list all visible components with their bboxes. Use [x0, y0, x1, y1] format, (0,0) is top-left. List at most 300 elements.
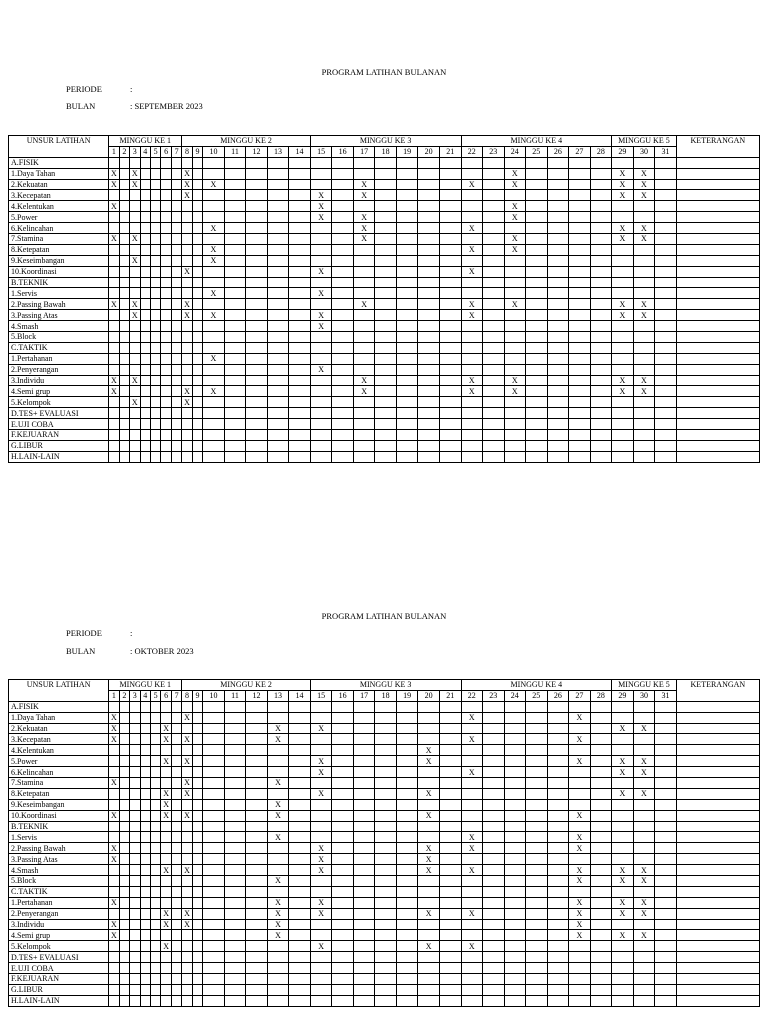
empty-cell	[140, 974, 150, 985]
empty-cell	[119, 974, 129, 985]
empty-cell	[504, 321, 526, 332]
empty-cell	[332, 266, 354, 277]
empty-cell	[150, 876, 160, 887]
empty-cell	[140, 299, 150, 310]
empty-cell	[310, 386, 332, 397]
empty-cell	[224, 756, 246, 767]
table-row	[9, 886, 760, 897]
empty-cell	[504, 756, 526, 767]
empty-cell	[130, 886, 140, 897]
empty-cell	[483, 941, 505, 952]
periode-line	[66, 628, 132, 638]
empty-cell	[130, 321, 140, 332]
empty-cell	[171, 865, 182, 876]
empty-cell	[246, 843, 268, 854]
empty-cell	[375, 190, 397, 201]
empty-cell	[119, 854, 129, 865]
empty-cell	[439, 930, 461, 941]
empty-cell	[590, 865, 612, 876]
empty-cell	[439, 299, 461, 310]
empty-cell	[182, 723, 192, 734]
empty-cell	[150, 201, 160, 212]
empty-cell	[140, 179, 150, 190]
day-number: 17	[353, 690, 375, 701]
empty-cell	[655, 332, 677, 343]
empty-cell	[569, 342, 591, 353]
empty-cell	[353, 832, 375, 843]
training-mark: X	[612, 897, 634, 908]
empty-cell	[150, 984, 160, 995]
keterangan-cell	[676, 440, 759, 451]
empty-cell	[439, 897, 461, 908]
empty-cell	[439, 451, 461, 462]
keterangan-cell	[676, 419, 759, 430]
empty-cell	[590, 353, 612, 364]
empty-cell	[655, 255, 677, 266]
table-row	[9, 821, 760, 832]
empty-cell	[633, 408, 655, 419]
empty-cell	[547, 212, 569, 223]
day-number: 3	[130, 146, 140, 157]
empty-cell	[633, 919, 655, 930]
empty-cell	[439, 244, 461, 255]
empty-cell	[504, 430, 526, 441]
empty-cell	[375, 897, 397, 908]
table-row	[9, 930, 760, 941]
empty-cell	[375, 701, 397, 712]
empty-cell	[267, 821, 289, 832]
empty-cell	[140, 886, 150, 897]
training-mark: X	[109, 179, 119, 190]
empty-cell	[590, 821, 612, 832]
empty-cell	[140, 854, 150, 865]
empty-cell	[130, 212, 140, 223]
empty-cell	[140, 397, 150, 408]
empty-cell	[461, 854, 483, 865]
empty-cell	[396, 963, 418, 974]
header-row-weeks	[9, 136, 760, 147]
day-number: 25	[526, 690, 548, 701]
empty-cell	[504, 876, 526, 887]
empty-cell	[504, 701, 526, 712]
table-row	[9, 168, 760, 179]
empty-cell	[150, 288, 160, 299]
empty-cell	[182, 876, 192, 887]
empty-cell	[171, 832, 182, 843]
empty-cell	[119, 168, 129, 179]
empty-cell	[171, 397, 182, 408]
empty-cell	[569, 778, 591, 789]
empty-cell	[119, 223, 129, 234]
empty-cell	[526, 375, 548, 386]
empty-cell	[171, 908, 182, 919]
empty-cell	[418, 886, 440, 897]
empty-cell	[418, 157, 440, 168]
empty-cell	[171, 353, 182, 364]
empty-cell	[310, 179, 332, 190]
empty-cell	[140, 876, 150, 887]
day-number: 15	[310, 146, 332, 157]
empty-cell	[633, 353, 655, 364]
empty-cell	[547, 865, 569, 876]
keterangan-cell	[676, 342, 759, 353]
empty-cell	[590, 952, 612, 963]
training-table	[8, 135, 760, 463]
training-mark: X	[418, 941, 440, 952]
empty-cell	[655, 353, 677, 364]
empty-cell	[332, 353, 354, 364]
empty-cell	[439, 745, 461, 756]
training-mark: X	[461, 299, 483, 310]
empty-cell	[439, 712, 461, 723]
bulan-value: : SEPTEMBER 2023	[130, 101, 203, 111]
empty-cell	[633, 712, 655, 723]
training-mark: X	[109, 168, 119, 179]
empty-cell	[246, 179, 268, 190]
empty-cell	[140, 244, 150, 255]
empty-cell	[332, 386, 354, 397]
day-number: 16	[332, 690, 354, 701]
empty-cell	[526, 919, 548, 930]
empty-cell	[289, 419, 311, 430]
header-row-days	[9, 146, 760, 157]
empty-cell	[526, 321, 548, 332]
empty-cell	[353, 974, 375, 985]
empty-cell	[375, 321, 397, 332]
empty-cell	[192, 767, 202, 778]
empty-cell	[267, 865, 289, 876]
empty-cell	[310, 952, 332, 963]
header-week-3: MINGGU KE 3	[310, 136, 461, 147]
day-number: 29	[612, 690, 634, 701]
empty-cell	[332, 234, 354, 245]
empty-cell	[150, 908, 160, 919]
empty-cell	[246, 244, 268, 255]
table-row	[9, 288, 760, 299]
empty-cell	[418, 332, 440, 343]
table-row	[9, 995, 760, 1006]
empty-cell	[569, 353, 591, 364]
day-number: 7	[171, 690, 182, 701]
empty-cell	[569, 223, 591, 234]
empty-cell	[396, 277, 418, 288]
empty-cell	[439, 321, 461, 332]
empty-cell	[332, 799, 354, 810]
empty-cell	[590, 756, 612, 767]
training-mark: X	[130, 168, 140, 179]
empty-cell	[203, 451, 225, 462]
empty-cell	[569, 419, 591, 430]
empty-cell	[396, 723, 418, 734]
empty-cell	[633, 854, 655, 865]
training-mark: X	[109, 897, 119, 908]
empty-cell	[224, 234, 246, 245]
empty-cell	[119, 701, 129, 712]
empty-cell	[353, 908, 375, 919]
empty-cell	[547, 310, 569, 321]
header-week-4: MINGGU KE 4	[461, 136, 612, 147]
row-label: 8.Ketepatan	[9, 788, 109, 799]
empty-cell	[396, 386, 418, 397]
empty-cell	[246, 190, 268, 201]
keterangan-cell	[676, 430, 759, 441]
empty-cell	[353, 244, 375, 255]
training-mark: X	[612, 865, 634, 876]
empty-cell	[353, 430, 375, 441]
empty-cell	[182, 451, 192, 462]
empty-cell	[246, 919, 268, 930]
empty-cell	[375, 223, 397, 234]
training-mark: X	[267, 778, 289, 789]
empty-cell	[161, 995, 171, 1006]
empty-cell	[612, 843, 634, 854]
day-number: 22	[461, 146, 483, 157]
empty-cell	[161, 212, 171, 223]
empty-cell	[547, 179, 569, 190]
empty-cell	[569, 723, 591, 734]
empty-cell	[140, 734, 150, 745]
empty-cell	[396, 995, 418, 1006]
empty-cell	[396, 832, 418, 843]
empty-cell	[119, 788, 129, 799]
training-mark: X	[182, 919, 192, 930]
empty-cell	[203, 756, 225, 767]
training-mark: X	[612, 310, 634, 321]
empty-cell	[526, 723, 548, 734]
empty-cell	[375, 244, 397, 255]
header-row-weeks	[9, 680, 760, 691]
empty-cell	[171, 745, 182, 756]
empty-cell	[418, 930, 440, 941]
empty-cell	[310, 745, 332, 756]
empty-cell	[109, 963, 119, 974]
header-week-3: MINGGU KE 3	[310, 680, 461, 691]
empty-cell	[224, 288, 246, 299]
empty-cell	[109, 310, 119, 321]
empty-cell	[192, 995, 202, 1006]
keterangan-cell	[676, 386, 759, 397]
table-row	[9, 386, 760, 397]
empty-cell	[439, 810, 461, 821]
empty-cell	[224, 930, 246, 941]
training-mark: X	[161, 799, 171, 810]
table-row	[9, 321, 760, 332]
empty-cell	[119, 201, 129, 212]
empty-cell	[418, 919, 440, 930]
keterangan-cell	[676, 778, 759, 789]
empty-cell	[461, 408, 483, 419]
table-row	[9, 440, 760, 451]
training-mark: X	[130, 310, 140, 321]
empty-cell	[161, 321, 171, 332]
empty-cell	[289, 952, 311, 963]
empty-cell	[483, 810, 505, 821]
empty-cell	[224, 767, 246, 778]
empty-cell	[171, 364, 182, 375]
empty-cell	[192, 266, 202, 277]
empty-cell	[171, 179, 182, 190]
empty-cell	[396, 451, 418, 462]
empty-cell	[547, 876, 569, 887]
empty-cell	[150, 244, 160, 255]
day-number: 26	[547, 146, 569, 157]
empty-cell	[353, 321, 375, 332]
empty-cell	[353, 788, 375, 799]
empty-cell	[224, 810, 246, 821]
empty-cell	[109, 364, 119, 375]
empty-cell	[375, 821, 397, 832]
empty-cell	[418, 201, 440, 212]
empty-cell	[353, 767, 375, 778]
empty-cell	[547, 190, 569, 201]
empty-cell	[396, 799, 418, 810]
empty-cell	[289, 168, 311, 179]
empty-cell	[224, 821, 246, 832]
empty-cell	[526, 876, 548, 887]
empty-cell	[612, 397, 634, 408]
empty-cell	[396, 168, 418, 179]
empty-cell	[418, 767, 440, 778]
empty-cell	[461, 701, 483, 712]
empty-cell	[224, 179, 246, 190]
empty-cell	[612, 419, 634, 430]
training-mark: X	[109, 919, 119, 930]
empty-cell	[461, 321, 483, 332]
empty-cell	[192, 277, 202, 288]
empty-cell	[461, 212, 483, 223]
empty-cell	[289, 767, 311, 778]
empty-cell	[267, 375, 289, 386]
day-number: 1	[109, 690, 119, 701]
empty-cell	[109, 865, 119, 876]
empty-cell	[353, 865, 375, 876]
empty-cell	[547, 157, 569, 168]
row-label: C.TAKTIK	[9, 342, 109, 353]
empty-cell	[267, 168, 289, 179]
empty-cell	[655, 767, 677, 778]
empty-cell	[461, 919, 483, 930]
empty-cell	[130, 244, 140, 255]
empty-cell	[246, 897, 268, 908]
training-mark: X	[109, 375, 119, 386]
empty-cell	[483, 342, 505, 353]
empty-cell	[590, 212, 612, 223]
empty-cell	[353, 277, 375, 288]
empty-cell	[375, 799, 397, 810]
day-number: 21	[439, 146, 461, 157]
empty-cell	[130, 712, 140, 723]
empty-cell	[483, 179, 505, 190]
empty-cell	[203, 767, 225, 778]
empty-cell	[547, 201, 569, 212]
empty-cell	[569, 886, 591, 897]
empty-cell	[140, 963, 150, 974]
empty-cell	[289, 843, 311, 854]
empty-cell	[590, 919, 612, 930]
empty-cell	[246, 321, 268, 332]
keterangan-cell	[676, 974, 759, 985]
empty-cell	[590, 767, 612, 778]
empty-cell	[439, 767, 461, 778]
empty-cell	[246, 723, 268, 734]
empty-cell	[310, 168, 332, 179]
empty-cell	[161, 375, 171, 386]
empty-cell	[396, 919, 418, 930]
empty-cell	[483, 832, 505, 843]
empty-cell	[633, 266, 655, 277]
empty-cell	[655, 397, 677, 408]
table-row	[9, 157, 760, 168]
empty-cell	[267, 353, 289, 364]
empty-cell	[267, 974, 289, 985]
row-label: G.LIBUR	[9, 440, 109, 451]
empty-cell	[119, 952, 129, 963]
empty-cell	[483, 723, 505, 734]
empty-cell	[590, 712, 612, 723]
empty-cell	[655, 168, 677, 179]
empty-cell	[332, 886, 354, 897]
empty-cell	[119, 364, 129, 375]
empty-cell	[569, 440, 591, 451]
empty-cell	[461, 963, 483, 974]
empty-cell	[119, 865, 129, 876]
empty-cell	[375, 364, 397, 375]
empty-cell	[224, 332, 246, 343]
empty-cell	[140, 701, 150, 712]
empty-cell	[590, 799, 612, 810]
empty-cell	[461, 995, 483, 1006]
empty-cell	[375, 255, 397, 266]
empty-cell	[547, 767, 569, 778]
empty-cell	[633, 886, 655, 897]
empty-cell	[633, 430, 655, 441]
empty-cell	[439, 255, 461, 266]
empty-cell	[590, 832, 612, 843]
empty-cell	[130, 266, 140, 277]
day-number: 11	[224, 690, 246, 701]
empty-cell	[171, 767, 182, 778]
empty-cell	[569, 821, 591, 832]
empty-cell	[461, 876, 483, 887]
day-number: 7	[171, 146, 182, 157]
empty-cell	[246, 886, 268, 897]
empty-cell	[161, 201, 171, 212]
empty-cell	[439, 190, 461, 201]
empty-cell	[418, 963, 440, 974]
row-label: 3.Passing Atas	[9, 310, 109, 321]
empty-cell	[224, 984, 246, 995]
empty-cell	[310, 930, 332, 941]
empty-cell	[224, 451, 246, 462]
empty-cell	[418, 897, 440, 908]
empty-cell	[590, 778, 612, 789]
empty-cell	[192, 799, 202, 810]
training-mark: X	[161, 919, 171, 930]
empty-cell	[375, 179, 397, 190]
empty-cell	[590, 244, 612, 255]
empty-cell	[130, 734, 140, 745]
empty-cell	[203, 876, 225, 887]
empty-cell	[192, 876, 202, 887]
keterangan-cell	[676, 244, 759, 255]
empty-cell	[171, 974, 182, 985]
empty-cell	[224, 723, 246, 734]
empty-cell	[375, 277, 397, 288]
empty-cell	[483, 244, 505, 255]
empty-cell	[655, 386, 677, 397]
empty-cell	[547, 778, 569, 789]
empty-cell	[192, 310, 202, 321]
